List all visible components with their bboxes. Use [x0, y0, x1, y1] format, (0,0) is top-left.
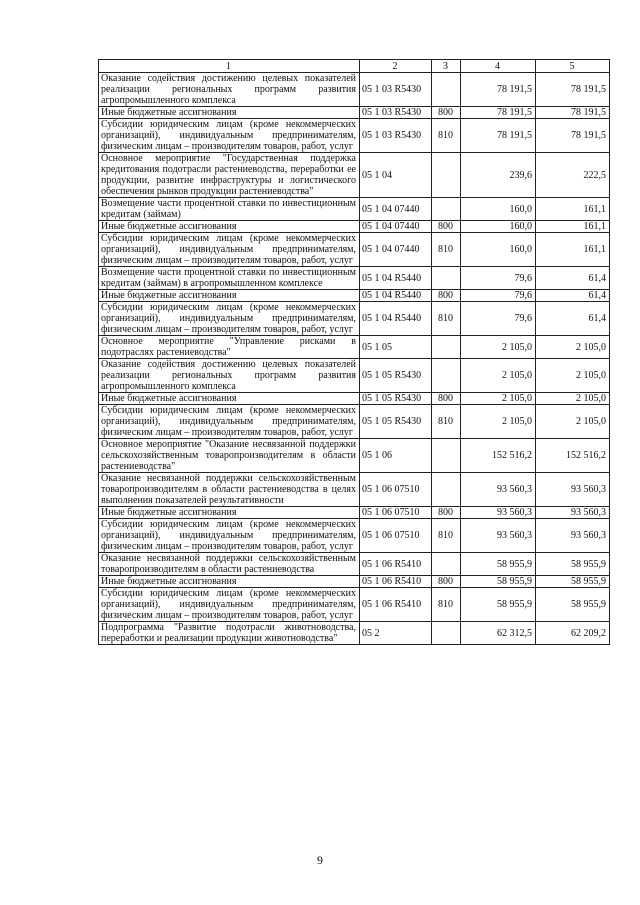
row-sum1-cell: 78 191,5: [461, 119, 536, 153]
row-code-cell: 05 1 03 R5430: [360, 73, 432, 107]
row-code-cell: 05 1 06 R5410: [360, 576, 432, 588]
row-name-cell: Возмещение части процентной ставки по инвестиционным кредитам (займам): [99, 198, 360, 221]
table-row: [99, 302, 610, 336]
row-sum2-cell: 78 191,5: [536, 73, 610, 107]
table-row: [99, 119, 610, 153]
row-code-cell: 05 1 06 07510: [360, 507, 432, 519]
row-name-cell: Субсидии юридическим лицам (кроме некоммерческих организаций), индивидуальным предпринимателям, физическим лицам – производителям товаров, работ, услуг: [99, 119, 360, 153]
row-code-cell: 05 1 04 07440: [360, 233, 432, 267]
row-code-cell: 05 1 06 07510: [360, 473, 432, 507]
row-code-cell: 05 1 06 R5410: [360, 553, 432, 576]
row-sum2-cell: 61,4: [536, 302, 610, 336]
row-sum2-cell: 93 560,3: [536, 473, 610, 507]
row-name-cell: Иные бюджетные ассигнования: [99, 393, 360, 405]
row-vr-cell: 810: [432, 519, 461, 553]
row-name-cell: Оказание содействия достижению целевых показателей реализации региональных программ развития агропромышленного комплекса: [99, 359, 360, 393]
header-cell-vr: 3: [432, 60, 461, 73]
row-vr-cell: [432, 153, 461, 198]
table-row: [99, 221, 610, 233]
row-name-cell: Оказание несвязанной поддержки сельскохозяйственным товаропроизводителям в области растениеводства в целях выполнения показателей результативности: [99, 473, 360, 507]
table-row: [99, 588, 610, 622]
row-sum1-cell: 62 312,5: [461, 622, 536, 645]
row-sum1-cell: 93 560,3: [461, 473, 536, 507]
row-vr-cell: [432, 359, 461, 393]
row-code-cell: 05 1 03 R5430: [360, 119, 432, 153]
row-sum1-cell: 93 560,3: [461, 519, 536, 553]
row-vr-cell: 800: [432, 507, 461, 519]
row-code-cell: 05 1 03 R5430: [360, 107, 432, 119]
table-row: [99, 290, 610, 302]
row-sum1-cell: 239,6: [461, 153, 536, 198]
row-code-cell: 05 1 05 R5430: [360, 359, 432, 393]
row-code-cell: 05 1 06 07510: [360, 519, 432, 553]
row-code-cell: 05 1 05: [360, 336, 432, 359]
table-body: [99, 73, 610, 645]
row-code-cell: 05 1 06: [360, 439, 432, 473]
row-name-cell: Субсидии юридическим лицам (кроме некоммерческих организаций), индивидуальным предпринимателям, физическим лицам – производителям товаров, работ, услуг: [99, 302, 360, 336]
row-vr-cell: 800: [432, 576, 461, 588]
table-row: [99, 336, 610, 359]
row-sum2-cell: 93 560,3: [536, 519, 610, 553]
row-vr-cell: [432, 198, 461, 221]
header-cell-code: 2: [360, 60, 432, 73]
row-code-cell: 05 1 04 R5440: [360, 302, 432, 336]
row-name-cell: Оказание несвязанной поддержки сельскохозяйственным товаропроизводителям в области растениеводства: [99, 553, 360, 576]
table-row: [99, 519, 610, 553]
row-sum1-cell: 93 560,3: [461, 507, 536, 519]
row-vr-cell: 810: [432, 233, 461, 267]
row-vr-cell: [432, 73, 461, 107]
header-cell-sum1: 4: [461, 60, 536, 73]
row-name-cell: Субсидии юридическим лицам (кроме некоммерческих организаций), индивидуальным предпринимателям, физическим лицам – производителям товаров, работ, услуг: [99, 588, 360, 622]
row-name-cell: Основное мероприятие "Оказание несвязанной поддержки сельскохозяйственным товаропроизводителям в области растениеводства": [99, 439, 360, 473]
row-sum1-cell: 78 191,5: [461, 107, 536, 119]
row-sum1-cell: 58 955,9: [461, 588, 536, 622]
row-code-cell: 05 1 04 07440: [360, 221, 432, 233]
row-vr-cell: 800: [432, 107, 461, 119]
row-sum2-cell: 58 955,9: [536, 576, 610, 588]
row-sum1-cell: 152 516,2: [461, 439, 536, 473]
row-sum2-cell: 58 955,9: [536, 588, 610, 622]
row-code-cell: 05 1 05 R5430: [360, 405, 432, 439]
row-vr-cell: [432, 439, 461, 473]
row-sum1-cell: 79,6: [461, 302, 536, 336]
table-row: [99, 198, 610, 221]
row-sum2-cell: 61,4: [536, 267, 610, 290]
row-sum2-cell: 222,5: [536, 153, 610, 198]
row-code-cell: 05 1 04 R5440: [360, 290, 432, 302]
row-vr-cell: [432, 336, 461, 359]
row-vr-cell: 800: [432, 290, 461, 302]
row-sum1-cell: 58 955,9: [461, 576, 536, 588]
table-row: [99, 107, 610, 119]
row-name-cell: Основное мероприятие "Управление рисками в подотраслях растениеводства": [99, 336, 360, 359]
header-cell-sum2: 5: [536, 60, 610, 73]
row-name-cell: Оказание содействия достижению целевых показателей реализации региональных программ развития агропромышленного комплекса: [99, 73, 360, 107]
row-sum2-cell: 161,1: [536, 198, 610, 221]
row-sum1-cell: 160,0: [461, 221, 536, 233]
header-row: [99, 60, 610, 73]
table-row: [99, 553, 610, 576]
row-vr-cell: [432, 622, 461, 645]
table-row: [99, 233, 610, 267]
table-row: [99, 393, 610, 405]
row-sum1-cell: 2 105,0: [461, 405, 536, 439]
row-sum2-cell: 58 955,9: [536, 553, 610, 576]
row-sum2-cell: 161,1: [536, 233, 610, 267]
row-name-cell: Иные бюджетные ассигнования: [99, 576, 360, 588]
table-row: [99, 153, 610, 198]
row-sum2-cell: 2 105,0: [536, 359, 610, 393]
table-row: [99, 507, 610, 519]
row-name-cell: Иные бюджетные ассигнования: [99, 290, 360, 302]
row-code-cell: 05 2: [360, 622, 432, 645]
table-row: [99, 73, 610, 107]
table-row: [99, 405, 610, 439]
row-sum1-cell: 2 105,0: [461, 336, 536, 359]
table-row: [99, 576, 610, 588]
row-name-cell: Иные бюджетные ассигнования: [99, 107, 360, 119]
row-name-cell: Основное мероприятие "Государственная поддержка кредитования подотрасли растениеводства, переработки ее продукции, развитие инфраструктуры и логистического обеспечения рынков продукции растениеводства": [99, 153, 360, 198]
row-vr-cell: 800: [432, 393, 461, 405]
table-row: [99, 622, 610, 645]
row-vr-cell: 810: [432, 405, 461, 439]
page-number: 9: [317, 853, 323, 867]
row-sum2-cell: 93 560,3: [536, 507, 610, 519]
row-name-cell: Субсидии юридическим лицам (кроме некоммерческих организаций), индивидуальным предпринимателям, физическим лицам – производителям товаров, работ, услуг: [99, 519, 360, 553]
table-row: [99, 359, 610, 393]
row-name-cell: Возмещение части процентной ставки по инвестиционным кредитам (займам) в агропромышленном комплексе: [99, 267, 360, 290]
row-sum2-cell: 78 191,5: [536, 107, 610, 119]
row-code-cell: 05 1 06 R5410: [360, 588, 432, 622]
row-code-cell: 05 1 05 R5430: [360, 393, 432, 405]
row-vr-cell: 810: [432, 588, 461, 622]
row-sum1-cell: 79,6: [461, 267, 536, 290]
table-row: [99, 473, 610, 507]
row-vr-cell: 810: [432, 119, 461, 153]
row-sum2-cell: 2 105,0: [536, 405, 610, 439]
row-sum2-cell: 78 191,5: [536, 119, 610, 153]
row-vr-cell: 800: [432, 221, 461, 233]
row-name-cell: Иные бюджетные ассигнования: [99, 221, 360, 233]
row-name-cell: Субсидии юридическим лицам (кроме некоммерческих организаций), индивидуальным предпринимателям, физическим лицам – производителям товаров, работ, услуг: [99, 233, 360, 267]
row-sum2-cell: 2 105,0: [536, 336, 610, 359]
row-vr-cell: [432, 553, 461, 576]
row-code-cell: 05 1 04 R5440: [360, 267, 432, 290]
row-vr-cell: [432, 473, 461, 507]
budget-table-page: [98, 59, 609, 645]
row-code-cell: 05 1 04: [360, 153, 432, 198]
row-sum1-cell: 79,6: [461, 290, 536, 302]
budget-table: [98, 59, 610, 645]
table-row: [99, 439, 610, 473]
row-sum1-cell: 58 955,9: [461, 553, 536, 576]
row-sum2-cell: 61,4: [536, 290, 610, 302]
row-vr-cell: [432, 267, 461, 290]
row-sum2-cell: 2 105,0: [536, 393, 610, 405]
row-sum2-cell: 152 516,2: [536, 439, 610, 473]
row-sum2-cell: 62 209,2: [536, 622, 610, 645]
row-sum1-cell: 2 105,0: [461, 393, 536, 405]
row-sum1-cell: 78 191,5: [461, 73, 536, 107]
table-row: [99, 267, 610, 290]
row-sum1-cell: 160,0: [461, 233, 536, 267]
row-sum2-cell: 161,1: [536, 221, 610, 233]
row-vr-cell: 810: [432, 302, 461, 336]
row-sum1-cell: 160,0: [461, 198, 536, 221]
row-code-cell: 05 1 04 07440: [360, 198, 432, 221]
row-name-cell: Подпрограмма "Развитие подотрасли животноводства, переработки и реализации продукции животноводства": [99, 622, 360, 645]
row-name-cell: Субсидии юридическим лицам (кроме некоммерческих организаций), индивидуальным предпринимателям, физическим лицам – производителям товаров, работ, услуг: [99, 405, 360, 439]
header-cell-name: 1: [99, 60, 360, 73]
row-name-cell: Иные бюджетные ассигнования: [99, 507, 360, 519]
row-sum1-cell: 2 105,0: [461, 359, 536, 393]
